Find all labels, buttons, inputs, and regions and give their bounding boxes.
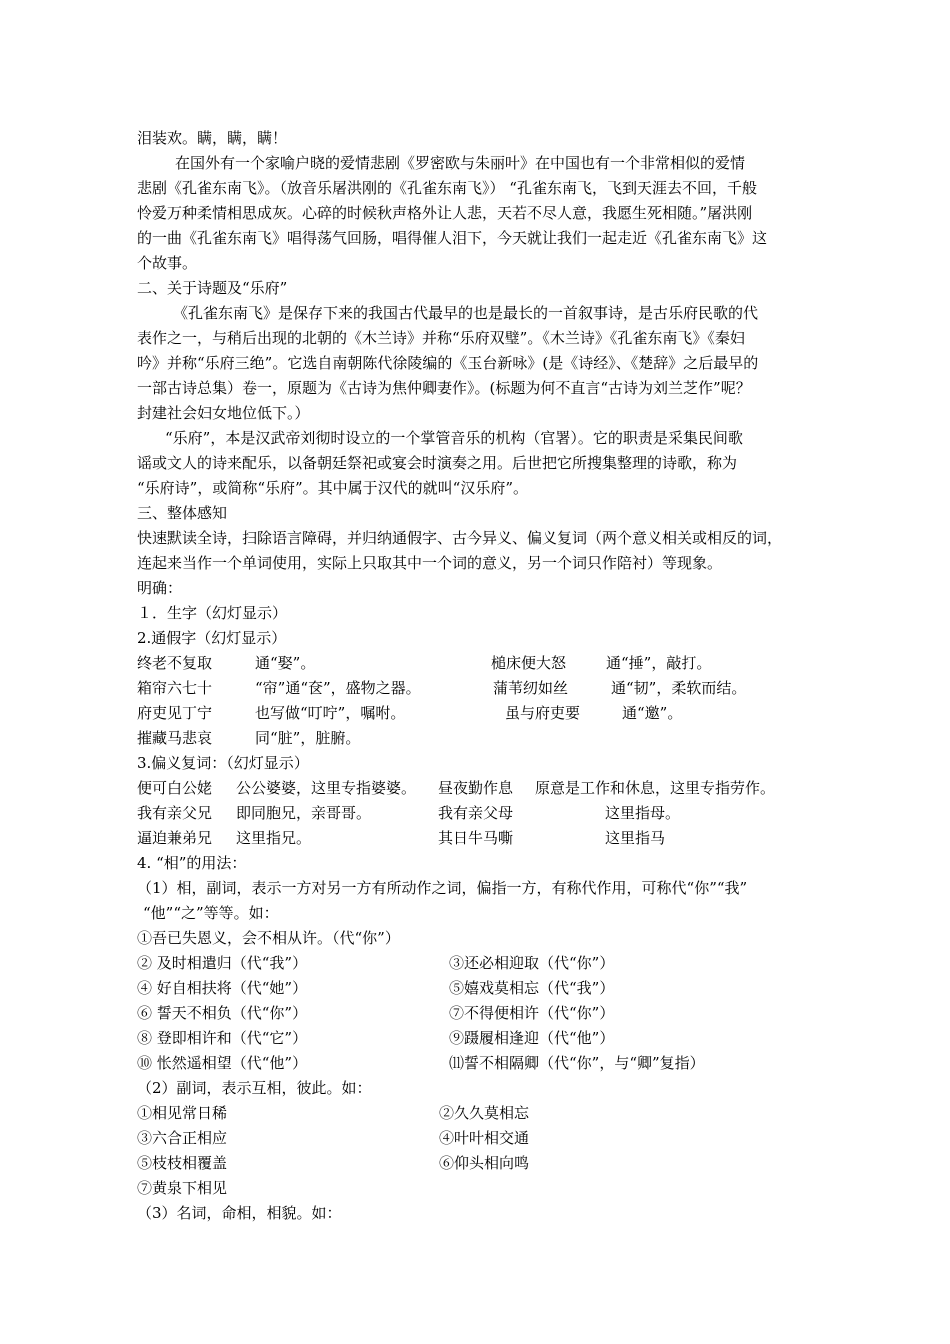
example-line: ⑦黄泉下相见	[137, 1179, 228, 1197]
pianyi-phrase: 我有亲父母	[438, 804, 514, 822]
tongjia-note: 同“脏”，脏腑。	[255, 729, 361, 747]
paragraph-line: 表作之一，与稍后出现的北朝的《木兰诗》并称“乐府双璧”。《木兰诗》《孔雀东南飞》《秦妇	[137, 329, 745, 347]
pianyi-phrase: 便可白公姥	[137, 779, 213, 797]
paragraph-line: “他”“之”等等。如：	[143, 904, 279, 922]
pianyi-note: 这里指母。	[605, 804, 681, 822]
paragraph-line: 泪装欢。瞒，瞒，瞒！	[137, 129, 288, 147]
paragraph-line: 个故事。	[137, 254, 198, 272]
example-item: ④叶叶相交通	[439, 1129, 530, 1147]
example-item: ⑨蹑履相逢迎（代“他”）	[449, 1029, 615, 1047]
example-item: ⑦不得便相许（代“你”）	[449, 1004, 615, 1022]
tongjia-phrase: 摧藏马悲哀	[137, 729, 213, 747]
tongjia-phrase: 箱帘六七十	[137, 679, 213, 697]
paragraph-line: （1）相，副词，表示一方对另一方有所动作之词，偏指一方，有称代作用，可称代“你”“我”	[137, 879, 748, 897]
section-heading: 二、关于诗题及“乐府”	[137, 279, 288, 297]
example-line: ①吾已失恩义，会不相从许。（代“你”）	[137, 929, 400, 947]
example-item: ② 及时相遣归（代“我”）	[137, 954, 308, 972]
pianyi-phrase: 其日牛马嘶	[438, 829, 514, 847]
tongjia-note: 也写做“叮咛”，嘱咐。	[255, 704, 406, 722]
paragraph-line: “乐府”，本是汉武帝刘彻时设立的一个掌管音乐的机构（官署）。它的职责是采集民间歌	[165, 429, 743, 447]
paragraph-line: 悲剧《孔雀东南飞》。（放音乐屠洪刚的《孔雀东南飞》） “孔雀东南飞，飞到天涯去不回，千般	[137, 179, 757, 197]
section-heading: 三、整体感知	[137, 504, 228, 522]
paragraph-line: 吟》并称“乐府三绝”。它选自南朝陈代徐陵编的《玉台新咏》(是《诗经》、《楚辞》之后最早的	[137, 354, 759, 372]
example-item: ⑥ 誓天不相负（代“你”）	[137, 1004, 308, 1022]
pianyi-note: 原意是工作和休息，这里专指劳作。	[535, 779, 776, 797]
tongjia-note: 通“捶”，敲打。	[606, 654, 712, 672]
pianyi-phrase: 我有亲父兄	[137, 804, 213, 822]
tongjia-phrase: 虽与府吏要	[505, 704, 581, 722]
example-item: ⑤枝枝相覆盖	[137, 1154, 228, 1172]
example-item: ⑾誓不相隔卿（代“你”，与“卿”复指）	[449, 1054, 705, 1072]
paragraph-line: 快速默读全诗，扫除语言障碍，并归纳通假字、古今异义、偏义复词（两个意义相关或相反的词，	[137, 529, 783, 547]
pianyi-note: 这里指马	[605, 829, 666, 847]
tongjia-phrase: 蒲苇纫如丝	[493, 679, 569, 697]
example-item: ⑤嬉戏莫相忘（代“我”）	[449, 979, 615, 997]
tongjia-note: 通“娶”。	[255, 654, 316, 672]
tongjia-phrase: 槌床便大怒	[491, 654, 567, 672]
pianyi-phrase: 昼夜勤作息	[438, 779, 514, 797]
sub-heading: 2.通假字（幻灯显示）	[137, 629, 287, 647]
example-item: ③六合正相应	[137, 1129, 228, 1147]
paragraph-line: 封建社会妇女地位低下。）	[137, 404, 310, 422]
pianyi-note: 这里指兄。	[236, 829, 312, 847]
example-item: ⑩ 怅然遥相望（代“他”）	[137, 1054, 308, 1072]
pianyi-note: 即同胞兄，亲哥哥。	[236, 804, 372, 822]
tongjia-phrase: 终老不复取	[137, 654, 213, 672]
example-item: ⑧ 登即相许和（代“它”）	[137, 1029, 308, 1047]
sub-heading: １．生字（幻灯显示）	[137, 604, 288, 622]
paragraph-line: “乐府诗”，或简称“乐府”。其中属于汉代的就叫“汉乐府”。	[137, 479, 529, 497]
paragraph-line: （2）副词，表示互相，彼此。如：	[137, 1079, 372, 1097]
paragraph-line: 谣或文人的诗来配乐，以备朝廷祭祀或宴会时演奏之用。后世把它所搜集整理的诗歌，称为	[137, 454, 738, 472]
example-item: ②久久莫相忘	[439, 1104, 530, 1122]
tongjia-phrase: 府吏见丁宁	[137, 704, 213, 722]
paragraph-line: 《孔雀东南飞》是保存下来的我国古代最早的也是最长的一首叙事诗，是古乐府民歌的代	[173, 304, 759, 322]
tongjia-note: 通“韧”，柔软而结。	[611, 679, 747, 697]
tongjia-note: “帘”通“奁”，盛物之器。	[255, 679, 421, 697]
sub-heading: 3.偏义复词：（幻灯显示）	[137, 754, 309, 772]
paragraph-line: 明确：	[137, 579, 183, 597]
paragraph-line: 连起来当作一个单词使用，实际上只取其中一个词的意义，另一个词只作陪衬）等现象。	[137, 554, 723, 572]
paragraph-line: 在国外有一个家喻户晓的爱情悲剧《罗密欧与朱丽叶》在中国也有一个非常相似的爱情	[175, 154, 746, 172]
pianyi-phrase: 逼迫兼弟兄	[137, 829, 213, 847]
example-item: ③还必相迎取（代“你”）	[449, 954, 615, 972]
tongjia-note: 通“邀”。	[622, 704, 683, 722]
paragraph-line: 一部古诗总集）卷一，原题为《古诗为焦仲卿妻作》。(标题为何不直言“古诗为刘兰芝作”呢？	[137, 379, 751, 397]
pianyi-note: 公公婆婆，这里专指婆婆。	[236, 779, 417, 797]
example-item: ①相见常日稀	[137, 1104, 228, 1122]
paragraph-line: 怜爱万种柔情相思成灰。心碎的时候秋声格外让人悲，天若不尽人意，我愿生死相随。”屠洪刚	[137, 204, 753, 222]
example-item: ⑥仰头相向鸣	[439, 1154, 530, 1172]
example-item: ④ 好自相扶将（代“她”）	[137, 979, 308, 997]
paragraph-line: 的一曲《孔雀东南飞》唱得荡气回肠，唱得催人泪下，今天就让我们一起走近《孔雀东南飞》这	[137, 229, 768, 247]
paragraph-line: （3）名词，命相，相貌。如：	[137, 1204, 342, 1222]
sub-heading: 4. “相”的用法：	[137, 854, 247, 872]
